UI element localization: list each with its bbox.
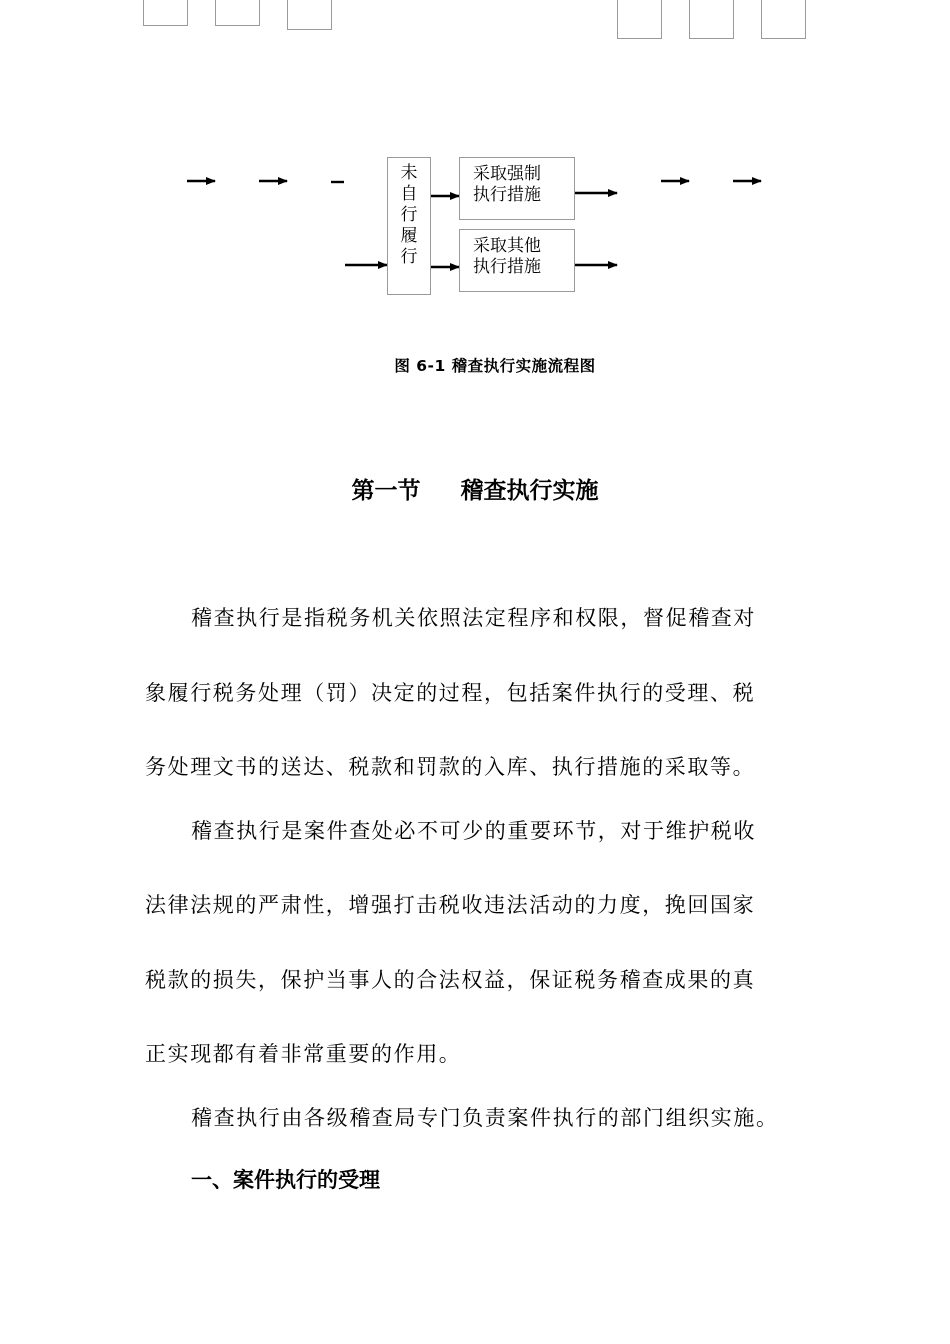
flowchart-node-label: 采取强制: [473, 164, 541, 184]
flowchart-node-label: 采取其他: [473, 236, 541, 256]
flowchart-node-char: 自: [400, 184, 418, 204]
paragraph-line: 务处理文书的送达、税款和罚款的入库、执行措施的采取等。: [145, 755, 756, 779]
section-title: [0, 472, 950, 505]
flowchart-node-char: 行: [400, 247, 418, 267]
flowchart-node-not-performed: [387, 157, 431, 295]
paragraph-line: 税款的损失，保护当事人的合法权益，保证税务稽查成果的真: [145, 968, 756, 992]
flowchart-node-char: 履: [400, 226, 418, 246]
flowchart-node-other-measures: [459, 229, 575, 292]
flowchart-node-label: 执行措施: [473, 257, 541, 277]
paragraph-line: 稽查执行是指税务机关依照法定程序和权限，督促稽查对: [191, 606, 756, 630]
figure-caption: 图 6-1 稽查执行实施流程图: [394, 357, 596, 375]
flowchart-node-label: [388, 163, 430, 268]
section-title-text: 稽查执行实施: [460, 478, 599, 504]
flowchart-node-forced-measures: [459, 157, 575, 220]
flowchart-node-char: 未: [400, 163, 418, 183]
flowchart-node-label: 执行措施: [473, 185, 541, 205]
section-number: 第一节: [351, 478, 421, 504]
paragraph-line: 稽查执行由各级稽查局专门负责案件执行的部门组织实施。: [191, 1106, 779, 1130]
paragraph-line: 稽查执行是案件查处必不可少的重要环节，对于维护税收: [191, 819, 756, 843]
paragraph-line: 象履行税务处理（罚）决定的过程，包括案件执行的受理、税: [145, 681, 756, 705]
subsection-heading: 一、案件执行的受理: [191, 1168, 380, 1192]
paragraph-line: 正实现都有着非常重要的作用。: [145, 1042, 462, 1066]
paragraph-line: 法律法规的严肃性，增强打击税收违法活动的力度，挽回国家: [145, 893, 756, 917]
flowchart-node-char: 行: [400, 205, 418, 225]
